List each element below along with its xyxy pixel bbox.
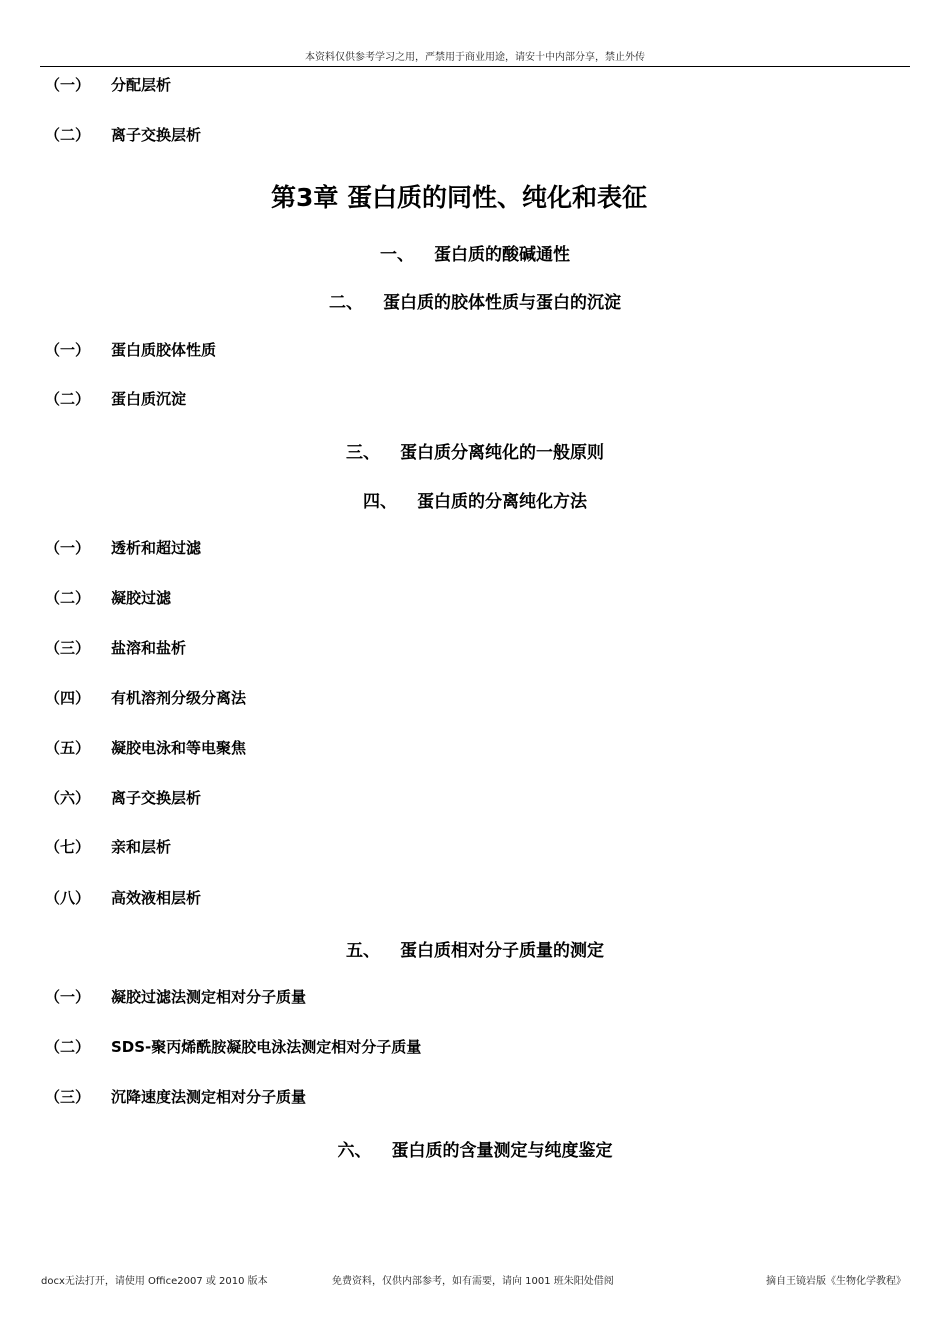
item-text: 透析和超过滤 [111,539,202,557]
footer-right-note: 摘自王镜岩版《生物化学教程》 [766,1276,906,1287]
list-item [45,687,246,709]
item-number: （三） [45,1088,91,1106]
section-number: 二、 [329,293,363,313]
item-number: （六） [45,789,91,807]
section-number: 六、 [337,1141,372,1161]
item-text: 高效液相层析 [111,889,202,907]
list-item [45,836,171,858]
item-text: 凝胶过滤 [111,589,172,607]
section-heading [0,1136,950,1161]
item-text: 有机溶剂分级分离法 [111,689,247,707]
list-item [45,787,201,809]
item-number: （二） [45,390,91,408]
list-item [45,537,201,559]
item-text: 离子交换层析 [111,126,202,144]
section-heading [0,288,950,313]
item-number: （一） [45,539,91,557]
item-number: （八） [45,889,91,907]
list-item [45,637,186,659]
header-divider [40,66,910,67]
section-title: 蛋白质相对分子质量的测定 [400,941,604,961]
section-heading [0,438,950,463]
list-item [45,887,201,909]
page-header: 本资料仅供参考学习之用，严禁用于商业用途，请安十中内部分享，禁止外传 [305,52,645,63]
list-item [45,1086,306,1108]
section-heading [0,936,950,961]
list-item [45,388,186,410]
item-text: 蛋白质沉淀 [111,390,187,408]
section-number: 三、 [346,443,380,463]
section-title: 蛋白质的分离纯化方法 [417,492,587,512]
section-title: 蛋白质的酸碱通性 [434,245,570,265]
list-item [45,587,171,609]
item-text: 分配层析 [111,76,172,94]
chapter-title: 第3章 蛋白质的同性、纯化和表征 [270,183,648,212]
item-text: 盐溶和盐析 [111,639,187,657]
item-number: （二） [45,589,91,607]
section-title: 蛋白质分离纯化的一般原则 [400,443,604,463]
item-number: （三） [45,639,91,657]
section-number: 四、 [363,492,397,512]
item-number: （七） [45,838,91,856]
section-heading [0,487,950,512]
item-text: 凝胶电泳和等电聚焦 [111,739,247,757]
list-item [45,339,216,361]
item-number: （一） [45,988,91,1006]
item-number: （一） [45,76,91,94]
section-title: 蛋白质的胶体性质与蛋白的沉淀 [383,293,621,313]
item-number: （一） [45,341,91,359]
item-number: （四） [45,689,91,707]
section-number: 一、 [380,245,414,265]
footer-center-note: 免费资料，仅供内部参考，如有需要，请向 1001 班朱阳处借阅 [332,1276,614,1287]
item-text: 凝胶过滤法测定相对分子质量 [111,988,307,1006]
item-number: （二） [45,1038,91,1056]
item-text: 蛋白质胶体性质 [111,341,217,359]
list-item [45,74,171,96]
item-text: 离子交换层析 [111,789,202,807]
item-number: （二） [45,126,91,144]
item-number: （五） [45,739,91,757]
item-text: SDS-聚丙烯酰胺凝胶电泳法测定相对分子质量 [111,1038,422,1056]
section-heading [0,240,950,265]
section-title: 蛋白质的含量测定与纯度鉴定 [391,1141,613,1161]
list-item [45,1036,421,1058]
item-text: 亲和层析 [111,838,172,856]
section-number: 五、 [346,941,380,961]
list-item [45,986,306,1008]
list-item [45,124,201,146]
list-item [45,737,246,759]
item-text: 沉降速度法测定相对分子质量 [111,1088,307,1106]
footer-left-note: docx无法打开，请使用 Office2007 或 2010 版本 [41,1276,268,1287]
